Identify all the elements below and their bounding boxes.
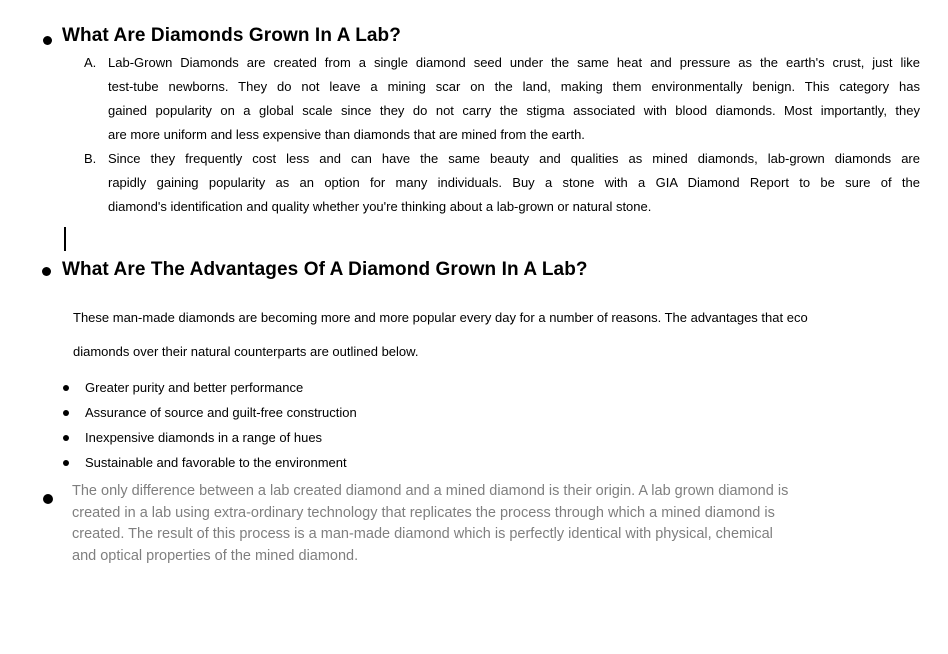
paragraph-line: created. The result of this process is a man-made diamond which is perfectly identical with physical, chemical: [72, 526, 773, 542]
bullet-icon: [63, 435, 69, 441]
list-item: [63, 450, 357, 475]
note-paragraph: [72, 481, 922, 567]
list-item-label: Greater purity and better performance: [85, 380, 304, 395]
list-item-a: [84, 51, 920, 147]
section-heading-advantages: What Are The Advantages Of A Diamond Grown In A Lab?: [62, 259, 588, 280]
text-cursor: [64, 227, 66, 251]
list-marker-a: A.: [84, 55, 97, 70]
bullet-icon: [63, 385, 69, 391]
list-item: [63, 400, 357, 425]
list-item-b: [84, 147, 920, 219]
list-item: [63, 425, 357, 450]
paragraph-line: rapidly gaining popularity as an option for many individuals. Buy a stone with a GIA Diamond Report to be sure of the: [108, 175, 920, 190]
bullet-icon: [43, 36, 52, 45]
list-item-label: Inexpensive diamonds in a range of hues: [85, 430, 323, 445]
bullet-icon: [63, 410, 69, 416]
paragraph-line: test-tube newborns. They do not leave a mining scar on the land, making them environmentally benign. This category has: [108, 79, 920, 94]
paragraph-line: created in a lab using extra-ordinary technology that replicates the process through which a mined diamond is: [72, 504, 775, 521]
paragraph-line: These man-made diamonds are becoming more and more popular every day for a number of reasons. The advantages that eco: [73, 310, 808, 325]
paragraph-line: gained popularity on a global scale since they do not carry the stigma associated with blood diamonds. Most importantly, they: [108, 103, 920, 118]
bullet-icon: [63, 460, 69, 466]
paragraph-line: are more uniform and less expensive than diamonds that are mined from the earth.: [108, 127, 585, 142]
paragraph-line: Lab-Grown Diamonds are created from a single diamond seed under the same heat and pressure as the earth's crust, just like: [108, 55, 920, 70]
list-marker-b: B.: [84, 151, 97, 166]
paragraph-line: and optical properties of the mined diamond.: [72, 547, 359, 564]
intro-paragraph: [73, 301, 933, 369]
paragraph-line: The only difference between a lab created diamond and a mined diamond is their origin. A lab grown diamond is: [72, 483, 789, 499]
list-item-label: Assurance of source and guilt-free construction: [85, 405, 357, 420]
list-item: [63, 375, 357, 400]
section-heading-diamonds-grown-in-lab: What Are Diamonds Grown In A Lab?: [62, 25, 401, 46]
paragraph-line: diamond's identification and quality whether you're thinking about a lab-grown or natural stone.: [108, 199, 652, 214]
list-item-label: Sustainable and favorable to the environment: [85, 455, 347, 470]
lettered-list: [84, 51, 920, 219]
advantages-list: [63, 375, 357, 475]
bullet-icon: [42, 267, 51, 276]
paragraph-line: Since they frequently cost less and can have the same beauty and qualities as mined diamonds, lab-grown diamonds are: [108, 151, 920, 166]
bullet-icon: [43, 494, 53, 504]
paragraph-line: diamonds over their natural counterparts are outlined below.: [73, 344, 419, 359]
